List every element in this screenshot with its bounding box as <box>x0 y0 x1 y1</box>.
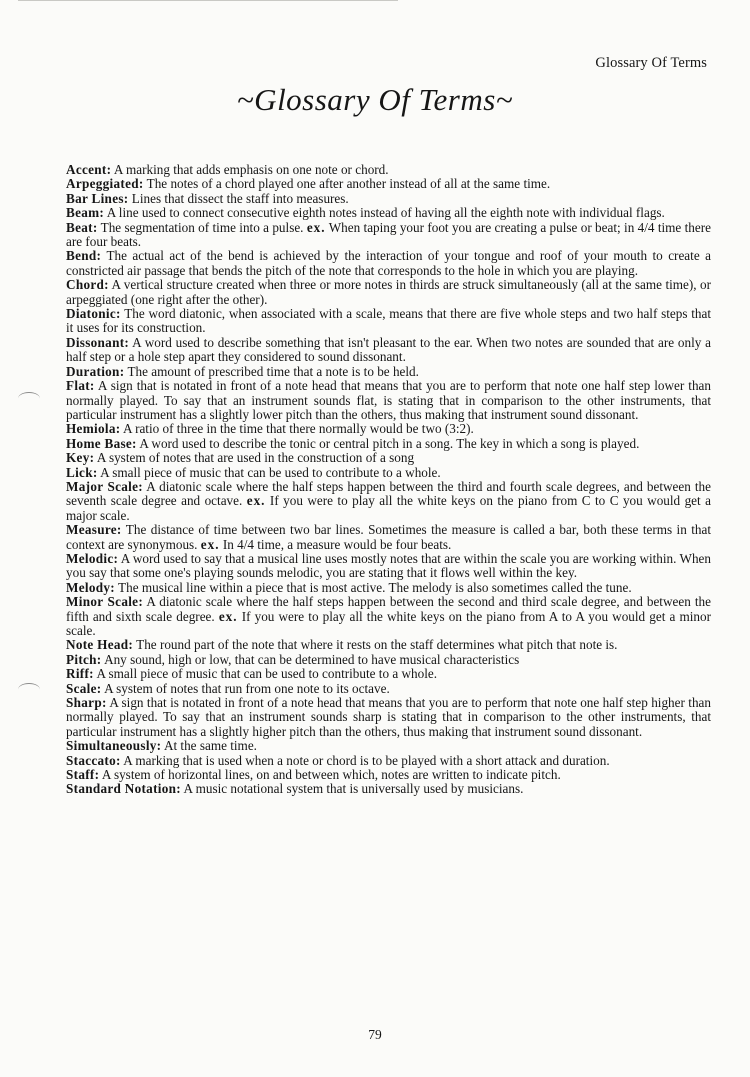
glossary-definition: If you were to play all the white keys on the piano from A to A you would get a minor scale. <box>66 608 712 638</box>
glossary-term: Accent: <box>66 162 112 177</box>
glossary-definition: A vertical structure created when three or more notes in thirds are struck simultaneously (all at the same time), or arpeggiated (one right after the other). <box>66 277 711 307</box>
glossary-term: Diatonic: <box>66 306 121 322</box>
glossary-definition: The actual act of the bend is achieved by the interaction of your tongue and roof of your mouth to create a constricted air passage that bends the pitch of the note that corresponds to the hole in which you are playing. <box>66 248 711 278</box>
glossary-entry <box>66 682 711 696</box>
glossary-entry <box>66 638 711 652</box>
running-header: Glossary Of Terms <box>595 55 707 71</box>
glossary-entry <box>66 523 711 552</box>
glossary-definition: A word used to say that a musical line uses mostly notes that are within the scale you are working within. When you say that some one's playing sounds melodic, you are stating that it flows well within the key. <box>66 550 711 581</box>
glossary-definition: The word diatonic, when associated with a scale, means that there are five whole steps and two half steps that it uses for its construction. <box>66 306 711 336</box>
glossary-definition: The amount of prescribed time that a note is to be held. <box>124 363 419 379</box>
glossary-definition: A system of horizontal lines, on and between which, notes are written to indicate pitch. <box>99 767 561 783</box>
glossary-definition: Lines that dissect the staff into measures. <box>128 190 349 206</box>
glossary-definition: A line used to connect consecutive eighth notes instead of having all the eighth note with individual flags. <box>104 205 665 221</box>
glossary-term: Simultaneously: <box>66 738 162 754</box>
glossary-definition: A sign that is notated in front of a note head that means that you are to perform that note one half step lower than normally played. To say that an instrument sounds flat, is stating that in comparison to the other instruments, that particular instrument has a slightly lower pitch than the others, thus making that instrument sound dissonant. <box>66 378 711 422</box>
glossary-entry <box>66 466 711 480</box>
glossary-term: Sharp: <box>66 695 107 711</box>
glossary-term: Major Scale: <box>66 478 143 494</box>
glossary-entry <box>66 379 711 422</box>
example-marker: ex. <box>218 608 238 624</box>
glossary-entry <box>66 221 711 250</box>
glossary-term: Note Head: <box>66 637 134 653</box>
glossary-entry <box>66 739 711 753</box>
glossary-entry <box>66 451 711 465</box>
glossary-term: Dissonant: <box>66 334 130 350</box>
glossary-definition: A marking that adds emphasis on one note or chord. <box>111 162 389 177</box>
glossary-term: Standard Notation: <box>66 781 181 797</box>
glossary-term: Flat: <box>66 378 95 394</box>
glossary-entry <box>66 667 711 681</box>
glossary-entry <box>66 581 711 595</box>
example-marker: ex. <box>246 493 266 509</box>
glossary-definition: The round part of the note that where it rests on the staff determines what pitch that note is. <box>133 637 618 653</box>
glossary-term: Staccato: <box>66 752 121 768</box>
glossary-definition: At the same time. <box>161 738 257 754</box>
glossary-entry <box>66 307 711 336</box>
glossary-entry <box>66 422 711 436</box>
glossary-entry <box>66 782 711 796</box>
glossary-entry <box>66 163 711 177</box>
example-marker: ex. <box>306 219 326 235</box>
glossary-definition: A sign that is notated in front of a note head that means that you are to perform that note one half step higher than normally played. To say that an instrument sounds sharp is stating that in comparison to the other instruments, that particular instrument has a slightly higher pitch than the others, thus making that instrument sound dissonant. <box>66 695 711 739</box>
glossary-definition: A diatonic scale where the half steps happen between the third and fourth scale degrees, and between the seventh scale degree and octave. <box>66 478 711 509</box>
glossary-term: Arpeggiated: <box>66 176 144 192</box>
glossary-entry <box>66 177 711 191</box>
glossary-entry <box>66 192 711 206</box>
glossary-entry <box>66 480 711 523</box>
glossary-term: Scale: <box>66 680 102 696</box>
glossary-entry <box>66 768 711 782</box>
glossary-term: Beat: <box>66 219 98 235</box>
glossary-term: Beam: <box>66 205 105 221</box>
glossary-term: Pitch: <box>66 651 102 667</box>
glossary-term: Melodic: <box>66 550 119 566</box>
glossary-entry <box>66 754 711 768</box>
glossary-definition: A ratio of three in the time that there normally would be two (3:2). <box>120 421 474 437</box>
glossary-entry <box>66 336 711 365</box>
margin-mark <box>18 683 40 696</box>
page-number: 79 <box>368 1027 382 1042</box>
glossary-definition: A small piece of music that can be used to contribute to a whole. <box>93 666 438 682</box>
glossary-definition: A word used to describe the tonic or central pitch in a song. The key in which a song is played. <box>136 435 640 451</box>
glossary-term: Riff: <box>66 666 94 682</box>
glossary-term: Home Base: <box>66 435 137 451</box>
glossary-definition: The segmentation of time into a pulse. <box>97 219 307 235</box>
glossary-definition: If you were to play all the white keys on the piano from C to C you would get a major scale. <box>66 493 711 523</box>
glossary-entry <box>66 249 711 278</box>
glossary-definition: A music notational system that is universally used by musicians. <box>180 781 524 797</box>
glossary-definition: A system of notes that are used in the construction of a song <box>94 450 415 466</box>
glossary-definition: When taping your foot you are creating a pulse or beat; in 4/4 time there are four beats. <box>66 219 711 250</box>
glossary-definition: A system of notes that run from one note to its octave. <box>101 680 390 696</box>
glossary-list <box>66 163 711 797</box>
glossary-entry <box>66 653 711 667</box>
glossary-term: Staff: <box>66 767 100 783</box>
glossary-definition: Any sound, high or low, that can be determined to have musical characteristics <box>101 651 520 667</box>
page-title: ~Glossary Of Terms~ <box>236 82 514 117</box>
glossary-entry <box>66 365 711 379</box>
glossary-term: Minor Scale: <box>66 594 144 610</box>
glossary-term: Chord: <box>66 277 109 293</box>
glossary-term: Duration: <box>66 363 125 379</box>
glossary-definition: A diatonic scale where the half steps happen between the second and third scale degree, and between the fifth and sixth scale degree. <box>66 594 711 624</box>
glossary-entry <box>66 595 711 638</box>
glossary-entry <box>66 552 711 581</box>
glossary-definition: The musical line within a piece that is most active. The melody is also sometimes called the tune. <box>114 579 632 595</box>
glossary-term: Measure: <box>66 522 122 538</box>
glossary-term: Bend: <box>66 248 102 264</box>
example-marker: ex. <box>200 536 220 552</box>
glossary-entry <box>66 206 711 220</box>
glossary-entry <box>66 278 711 307</box>
glossary-definition: A marking that is used when a note or chord is to be played with a short attack and duration. <box>120 752 610 768</box>
glossary-term: Hemiola: <box>66 421 121 437</box>
glossary-term: Melody: <box>66 579 115 595</box>
glossary-definition: The notes of a chord played one after another instead of all at the same time. <box>143 176 551 192</box>
glossary-definition: In 4/4 time, a measure would be four beats. <box>219 536 452 552</box>
glossary-entry <box>66 696 711 739</box>
glossary-entry <box>66 437 711 451</box>
glossary-term: Lick: <box>66 464 98 480</box>
glossary-term: Bar Lines: <box>66 190 129 206</box>
scan-top-rule <box>18 0 398 1</box>
glossary-definition: A small piece of music that can be used to contribute to a whole. <box>97 464 441 480</box>
glossary-definition: A word used to describe something that isn't pleasant to the ear. When two notes are sounded that are only a half step or a hole step apart they considered to sound dissonant. <box>66 334 711 365</box>
glossary-definition: The distance of time between two bar lines. Sometimes the measure is called a bar, both these terms in that context are synonymous. <box>66 522 711 552</box>
glossary-term: Key: <box>66 450 95 466</box>
margin-mark <box>18 392 40 405</box>
